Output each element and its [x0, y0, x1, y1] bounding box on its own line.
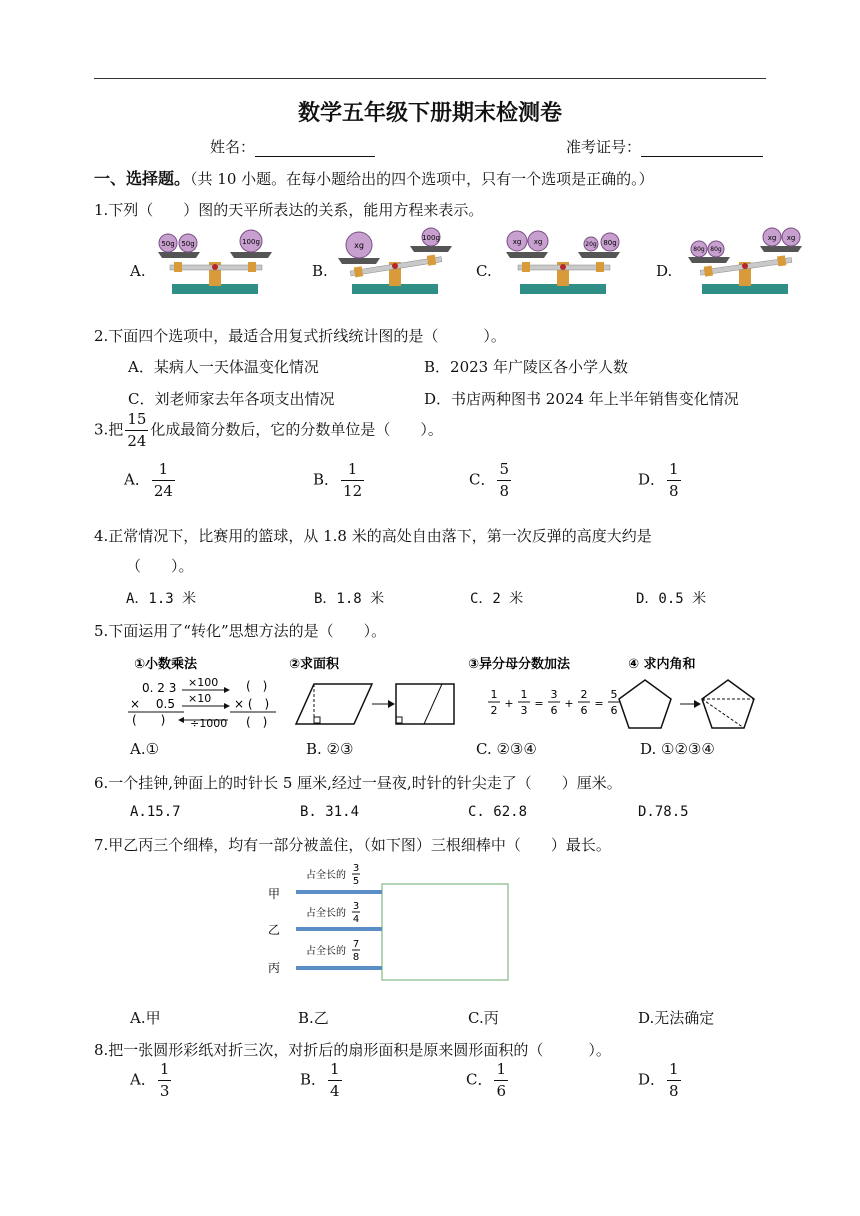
name-field [210, 136, 375, 157]
f3-d3: 6 [550, 704, 558, 717]
q4-option-a: A．1.3 米 [126, 591, 197, 607]
q1-option-a: A. [130, 262, 146, 280]
q3-option-b [313, 462, 366, 499]
rod-1-name: 甲 [268, 887, 281, 901]
rod-3-text: 占全长的 [306, 946, 346, 957]
q2-option-d: D．书店两种图书 2024 年上半年销售变化情况 [424, 390, 739, 408]
q8-option-d [638, 1062, 683, 1099]
q8-option-a-fraction [158, 1062, 172, 1099]
q5-option-a: A.① [130, 740, 160, 758]
q5-figures [124, 652, 764, 738]
section-title: 一、选择题。 [94, 169, 191, 188]
q5-option-d: D. ①②③④ [640, 740, 715, 758]
section-note: （共 10 小题。在每小题给出的四个选项中，只有一个选项是正确的。） [190, 170, 654, 188]
q8-option-c-fraction [494, 1062, 508, 1099]
q3-option-a-fraction [152, 462, 175, 499]
fig1-title: ①小数乘法 [134, 657, 198, 672]
f3-n2: 1 [520, 688, 528, 701]
q3-option-b-label: B． [313, 470, 340, 489]
q3-c-den: 8 [499, 482, 510, 500]
rod-2-name: 乙 [268, 923, 281, 937]
f3-d1: 2 [490, 704, 498, 717]
q2-option-c: C．刘老师家去年各项支出情况 [128, 390, 335, 408]
q2-option-a: A．某病人一天体温变化情况 [128, 358, 319, 376]
section-heading [94, 166, 654, 189]
name-blank [255, 156, 375, 157]
q8-b-den: 4 [330, 1082, 340, 1100]
scale-c-right-1: 20g [585, 241, 597, 248]
q3-fraction [125, 412, 148, 449]
q4-option-c: C．2 米 [470, 591, 524, 607]
f3-d4: 6 [580, 704, 588, 717]
q5-option-b: B. ②③ [306, 740, 354, 758]
id-field [566, 136, 763, 157]
q7-option-b: B.乙 [298, 1009, 329, 1027]
q1-option-b: B. [312, 262, 328, 280]
q5-stem: 5.下面运用了“转化”思想方法的是（ ）。 [94, 622, 387, 640]
q6-option-b: B. 31.4 [300, 804, 360, 820]
q4-option-d: D．0.5 米 [636, 591, 707, 607]
fig3-title: ③异分母分数加法 [468, 657, 571, 672]
q8-option-d-label: D． [638, 1070, 666, 1089]
q8-b-num: 1 [328, 1062, 342, 1081]
mult-c: ( ) [132, 713, 166, 727]
id-label: 准考证号： [566, 138, 642, 156]
q2-option-b: B．2023 年广陵区各小学人数 [424, 358, 628, 376]
scale-c-figure [498, 224, 628, 298]
q3-option-a-label: A． [124, 470, 150, 489]
q6-option-a: A.15.7 [130, 804, 181, 820]
q1-stem: 1.下列（ ）图的天平所表达的关系，能用方程来表示。 [94, 201, 484, 219]
q5-option-c: C. ②③④ [476, 740, 537, 758]
scale-a-left-1: 50g [161, 240, 175, 248]
q7-figure [260, 860, 520, 984]
q7-stem: 7.甲乙丙三个细棒，均有一部分被盖住，（如下图）三根细棒中（ ）最长。 [94, 836, 611, 854]
q3-prefix: 3.把 [94, 420, 124, 439]
scale-a-left-2: 50g [181, 240, 195, 248]
q3-c-num: 5 [497, 462, 511, 481]
scale-d-right-1: xg [767, 234, 777, 242]
q3-stem [94, 412, 443, 449]
q8-option-b [300, 1062, 344, 1099]
scale-d-left-1: 80g [693, 246, 705, 253]
q8-d-den: 8 [669, 1082, 679, 1100]
scale-d-right-2: xg [786, 234, 796, 242]
q4-stem-cont: （ ）。 [126, 557, 194, 575]
rod-2-den: 4 [352, 914, 360, 925]
rod-1-den: 5 [352, 876, 360, 887]
scale-b-left-1: xg [354, 241, 364, 250]
q4-stem: 4.正常情况下，比赛用的篮球，从 1.8 米的高处自由落下，第一次反弹的高度大约是 [94, 527, 652, 545]
rod-2-num: 3 [352, 901, 360, 912]
q3-option-c-label: C． [469, 470, 496, 489]
q6-option-c: C. 62.8 [468, 804, 528, 820]
q7-option-c: C.丙 [468, 1009, 499, 1027]
mult-op1: ×100 [188, 676, 219, 689]
q3-a-den: 24 [153, 482, 173, 500]
q8-option-a [130, 1062, 173, 1099]
scale-d-left-2: 80g [710, 246, 722, 253]
q8-c-num: 1 [494, 1062, 508, 1081]
q3-suffix: 化成最简分数后，它的分数单位是（ ）。 [150, 420, 443, 439]
mult-op2: ×10 [188, 692, 212, 705]
f3-n1: 1 [490, 688, 498, 701]
q8-c-den: 6 [496, 1082, 507, 1100]
f3-plus1: + [504, 697, 514, 710]
mult-r3: ( ) [246, 715, 268, 729]
q3-b-den: 12 [343, 482, 363, 500]
top-rule [94, 78, 766, 79]
fig2-title: ②求面积 [289, 657, 340, 672]
mult-r2: × ( ) [234, 697, 270, 711]
q8-option-b-label: B． [300, 1070, 327, 1089]
f3-plus2: + [564, 697, 574, 710]
q3-option-b-fraction [341, 462, 364, 499]
q8-stem: 8.把一张圆形彩纸对折三次，对折后的扇形面积是原来圆形面积的（ ）。 [94, 1041, 611, 1059]
q8-option-b-fraction [328, 1062, 342, 1099]
q3-option-d [638, 462, 683, 499]
q7-option-d: D.无法确定 [638, 1009, 715, 1027]
q3-option-d-fraction [667, 462, 681, 499]
q8-a-den: 3 [159, 1082, 170, 1100]
q3-option-a [124, 462, 177, 499]
name-label: 姓名： [210, 138, 256, 156]
f3-d2: 3 [520, 704, 528, 717]
f3-n4: 2 [580, 688, 588, 701]
rod-3-num: 7 [352, 939, 360, 950]
q4-option-b: B．1.8 米 [314, 591, 385, 607]
mult-a: 0. 2 3 [142, 681, 177, 695]
q6-option-d: D.78.5 [638, 804, 689, 820]
rod-1-num: 3 [352, 863, 360, 874]
f3-n5: 5 [610, 688, 618, 701]
f3-eq2: = [594, 697, 604, 710]
q8-a-num: 1 [158, 1062, 172, 1081]
q8-option-c-label: C． [466, 1070, 493, 1089]
rod-2-text: 占全长的 [306, 908, 346, 919]
scale-c-left-1: xg [512, 238, 522, 246]
q3-numerator: 15 [125, 412, 148, 431]
scale-a-figure [150, 224, 280, 298]
q3-option-d-label: D． [638, 470, 666, 489]
q3-denominator: 24 [127, 432, 147, 450]
page-title: 数学五年级下册期末检测卷 [297, 100, 562, 126]
mult-b: × 0.5 [130, 697, 175, 711]
f3-d5: 6 [610, 704, 618, 717]
q1-option-d: D. [656, 262, 673, 280]
q2-stem: 2.下面四个选项中，最适合用复式折线统计图的是（ ）。 [94, 327, 506, 345]
scale-b-figure [330, 224, 460, 298]
scale-c-right-2: 80g [603, 239, 617, 247]
q8-d-num: 1 [667, 1062, 681, 1081]
q3-d-num: 1 [667, 462, 681, 481]
f3-n3: 3 [550, 688, 558, 701]
mult-r1: ( ) [246, 679, 268, 693]
q3-d-den: 8 [669, 482, 679, 500]
q3-a-num: 1 [152, 462, 175, 481]
f3-eq1: = [534, 697, 544, 710]
scale-b-right-1: 100g [422, 234, 440, 242]
q1-option-c: C. [476, 262, 492, 280]
q3-option-c [469, 462, 513, 499]
q8-option-d-fraction [667, 1062, 681, 1099]
q3-b-num: 1 [341, 462, 364, 481]
mult-op3: ÷1000 [190, 717, 228, 730]
q3-option-c-fraction [497, 462, 511, 499]
scale-d-figure [680, 224, 810, 298]
rod-3-den: 8 [352, 952, 360, 963]
scale-c-left-2: xg [533, 238, 543, 246]
rod-3-name: 丙 [268, 961, 281, 975]
q7-option-a: A.甲 [130, 1009, 161, 1027]
rod-1-text: 占全长的 [306, 870, 346, 881]
q8-option-c [466, 1062, 510, 1099]
q8-option-a-label: A． [130, 1070, 156, 1089]
fig4-title: ④ 求内角和 [628, 657, 696, 672]
q6-stem: 6.一个挂钟,钟面上的时针长 5 厘米,经过一昼夜,时针的针尖走了（ ）厘米。 [94, 774, 622, 792]
id-blank [641, 156, 763, 157]
scale-a-right-1: 100g [242, 238, 260, 246]
